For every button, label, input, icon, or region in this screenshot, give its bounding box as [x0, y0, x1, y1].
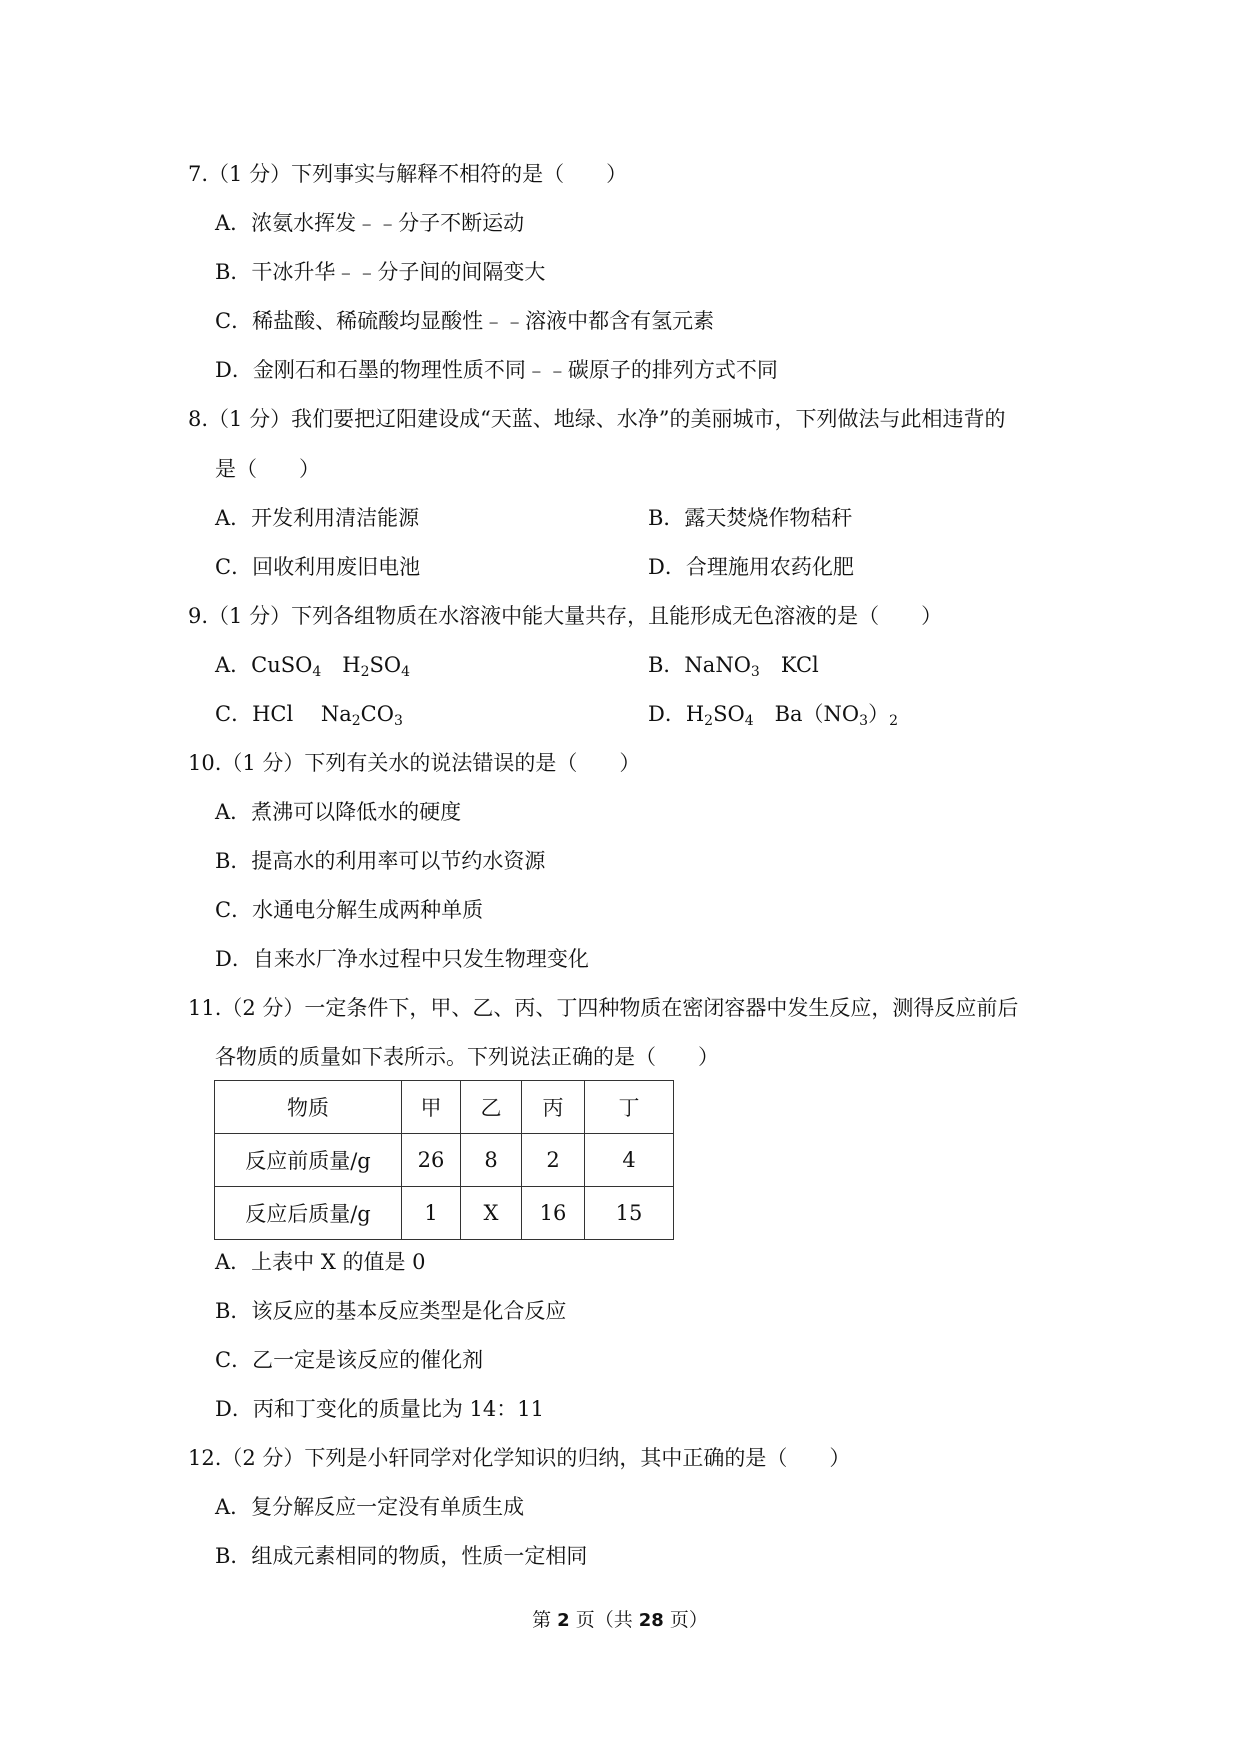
question-9-stem: 9.（1 分）下列各组物质在水溶液中能大量共存，且能形成无色溶液的是（ ）	[188, 604, 943, 628]
table-cell: 反应后质量/g	[215, 1187, 402, 1240]
table-cell: 4	[585, 1134, 674, 1187]
table-cell: 甲	[402, 1081, 461, 1134]
page-footer	[0, 1606, 1240, 1635]
question-10-option-b: B．提高水的利用率可以节约水资源	[215, 849, 546, 873]
question-10-option-d: D．自来水厂净水过程中只发生物理变化	[215, 947, 589, 971]
total-pages: 28	[638, 1610, 664, 1631]
question-11-option-a: A．上表中 X 的值是 0	[215, 1250, 426, 1274]
question-8-option-a: A．开发利用清洁能源	[215, 506, 420, 530]
table-row	[215, 1134, 674, 1187]
question-10-stem: 10.（1 分）下列有关水的说法错误的是（ ）	[188, 751, 641, 775]
question-9-option-b: B．NaNO$_3$ KCl	[648, 653, 819, 680]
question-11-option-d: D．丙和丁变化的质量比为 14：11	[215, 1397, 544, 1421]
question-7-stem: 7.（1 分）下列事实与解释不相符的是（ ）	[188, 162, 628, 186]
question-9-option-c: C．HCl $Na_2CO_3$	[215, 702, 403, 729]
footer-suffix: 页）	[669, 1609, 708, 1631]
question-11-stem: 11.（2 分）一定条件下，甲、乙、丙、丁四种物质在密闭容器中发生反应，测得反应前后	[188, 996, 1019, 1020]
page-number: 2	[557, 1610, 570, 1631]
footer-middle: 页（共	[575, 1609, 633, 1631]
question-10-option-a: A．煮沸可以降低水的硬度	[215, 800, 462, 824]
table-header-row	[215, 1081, 674, 1134]
table-cell: 8	[461, 1134, 522, 1187]
footer-prefix: 第	[532, 1609, 552, 1631]
table-cell: 乙	[461, 1081, 522, 1134]
table-row	[215, 1187, 674, 1240]
mass-table	[214, 1080, 674, 1240]
question-8-option-c: C．回收利用废旧电池	[215, 555, 421, 579]
question-8-option-d: D．合理施用农药化肥	[648, 555, 854, 579]
question-12-option-b: B．组成元素相同的物质，性质一定相同	[215, 1544, 588, 1568]
question-9-option-d: D．$H_2SO_4$ $Ba(NO_3)_2$	[648, 702, 898, 729]
question-7-option-a: A．浓氨水挥发﹣﹣分子不断运动	[215, 211, 525, 235]
question-9-option-a: A．CuSO$_4$ $H_2SO_4$	[215, 653, 411, 680]
question-8-stem-continued: 是（ ）	[215, 457, 320, 481]
table-cell: 丙	[522, 1081, 585, 1134]
table-cell: 16	[522, 1187, 585, 1240]
question-11-stem-continued: 各物质的质量如下表所示。下列说法正确的是（ ）	[215, 1045, 719, 1069]
question-12-option-a: A．复分解反应一定没有单质生成	[215, 1495, 525, 1519]
table-cell: 丁	[585, 1081, 674, 1134]
table-cell: 26	[402, 1134, 461, 1187]
question-8-option-b: B．露天焚烧作物秸秆	[648, 506, 853, 530]
question-7-option-b: B．干冰升华﹣﹣分子间的间隔变大	[215, 260, 546, 284]
question-10-option-c: C．水通电分解生成两种单质	[215, 898, 484, 922]
question-8-stem: 8.（1 分）我们要把辽阳建设成“天蓝、地绿、水净”的美丽城市，下列做法与此相违背的	[188, 407, 1006, 431]
question-11-option-c: C．乙一定是该反应的催化剂	[215, 1348, 484, 1372]
question-7-option-d: D．金刚石和石墨的物理性质不同﹣﹣碳原子的排列方式不同	[215, 358, 778, 382]
table-cell: 2	[522, 1134, 585, 1187]
table-cell: X	[461, 1187, 522, 1240]
table-cell: 反应前质量/g	[215, 1134, 402, 1187]
table-cell: 1	[402, 1187, 461, 1240]
question-12-stem: 12.（2 分）下列是小轩同学对化学知识的归纳，其中正确的是（ ）	[188, 1446, 851, 1470]
question-7-option-c: C．稀盐酸、稀硫酸均显酸性﹣﹣溶液中都含有氢元素	[215, 309, 715, 333]
table-cell: 物质	[215, 1081, 402, 1134]
table-cell: 15	[585, 1187, 674, 1240]
question-11-option-b: B．该反应的基本反应类型是化合反应	[215, 1299, 567, 1323]
